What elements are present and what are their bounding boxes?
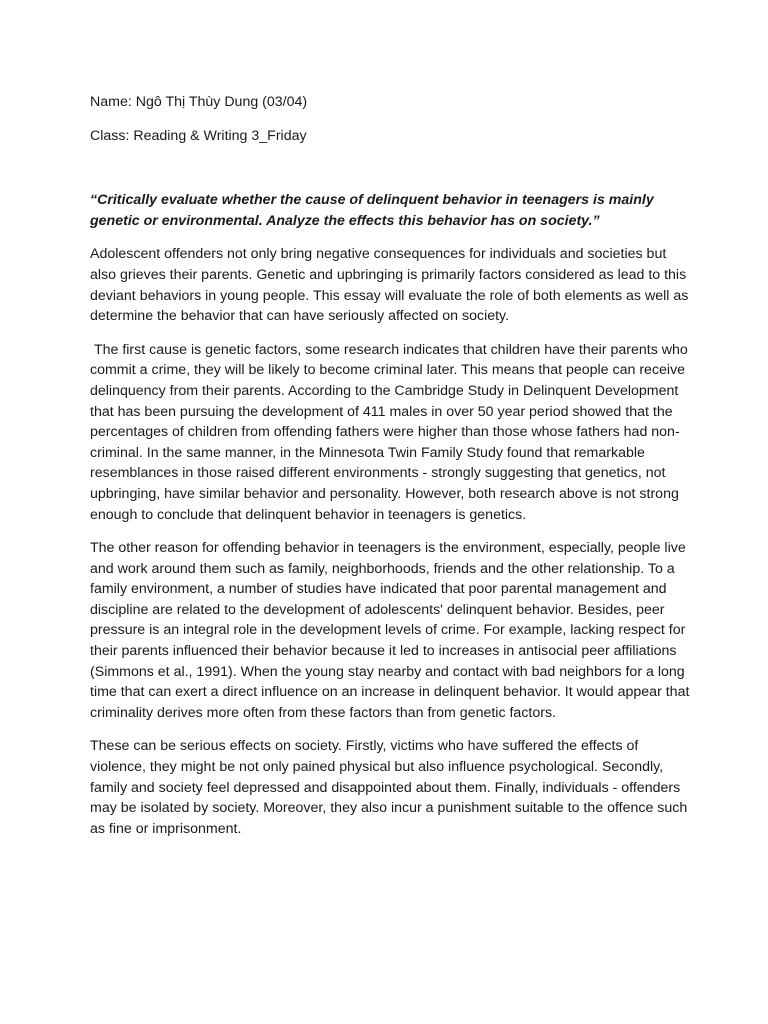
essay-prompt: “Critically evaluate whether the cause of delinquent behavior in teenagers is mainly genetic or environmental. Analyze the effects this behavior has on society.” <box>90 192 654 229</box>
paragraph-effects-on-society: These can be serious effects on society. Firstly, victims who have suffered the effects of violence, they might be not only pained physical but also influence psychological. Secondly, family and society feel depressed and disappointed about them. Finally, individuals - offenders may be isolated by society. Moreover, they also incur a punishment suitable to the offence such as fine or imprisonment. <box>90 738 688 837</box>
paragraph-introduction: Adolescent offenders not only bring negative consequences for individuals and societies but also grieves their parents. Genetic and upbringing is primarily factors considered as lead to this deviant behaviors in young people. This essay will evaluate the role of both elements as well as determine the behavior that can have seriously affected on society. <box>90 246 689 325</box>
document-page <box>90 92 690 852</box>
class-info: Class: Reading & Writing 3_Friday <box>90 127 307 144</box>
student-name: Name: Ngô Thị Thùy Dung (03/04) <box>90 94 308 110</box>
paragraph-environmental-factors: The other reason for offending behavior in teenagers is the environment, especially, people live and work around them such as family, neighborhoods, friends and the other relationship. To a family environment, a number of studies have indicated that poor parental management and discipline are related to the development of adolescents' delinquent behavior. Besides, peer pressure is an integral role in the development levels of crime. For example, lacking respect for their parents influenced their behavior because it led to increases in antisocial peer affiliations (Simmons et al., 1991). When the young stay nearby and contact with bad neighbors for a long time that can exert a direct influence on an increase in delinquent behavior. It would appear that criminality derives more often from these factors than from genetic factors. <box>90 540 690 721</box>
paragraph-genetic-factors: The first cause is genetic factors, some research indicates that children have their parents who commit a crime, they will be likely to become criminal later. This means that people can receive delinquency from their parents. According to the Cambridge Study in Delinquent Development that has been pursuing the development of 411 males in over 50 year period showed that the percentages of children from offending fathers were higher than those whose fathers had non-criminal. In the same manner, in the Minnesota Twin Family Study found that remarkable resemblances in those raised different environments - strongly suggesting that genetics, not upbringing, have similar behavior and personality. However, both research above is not strong enough to conclude that delinquent behavior in teenagers is genetics. <box>90 341 692 523</box>
